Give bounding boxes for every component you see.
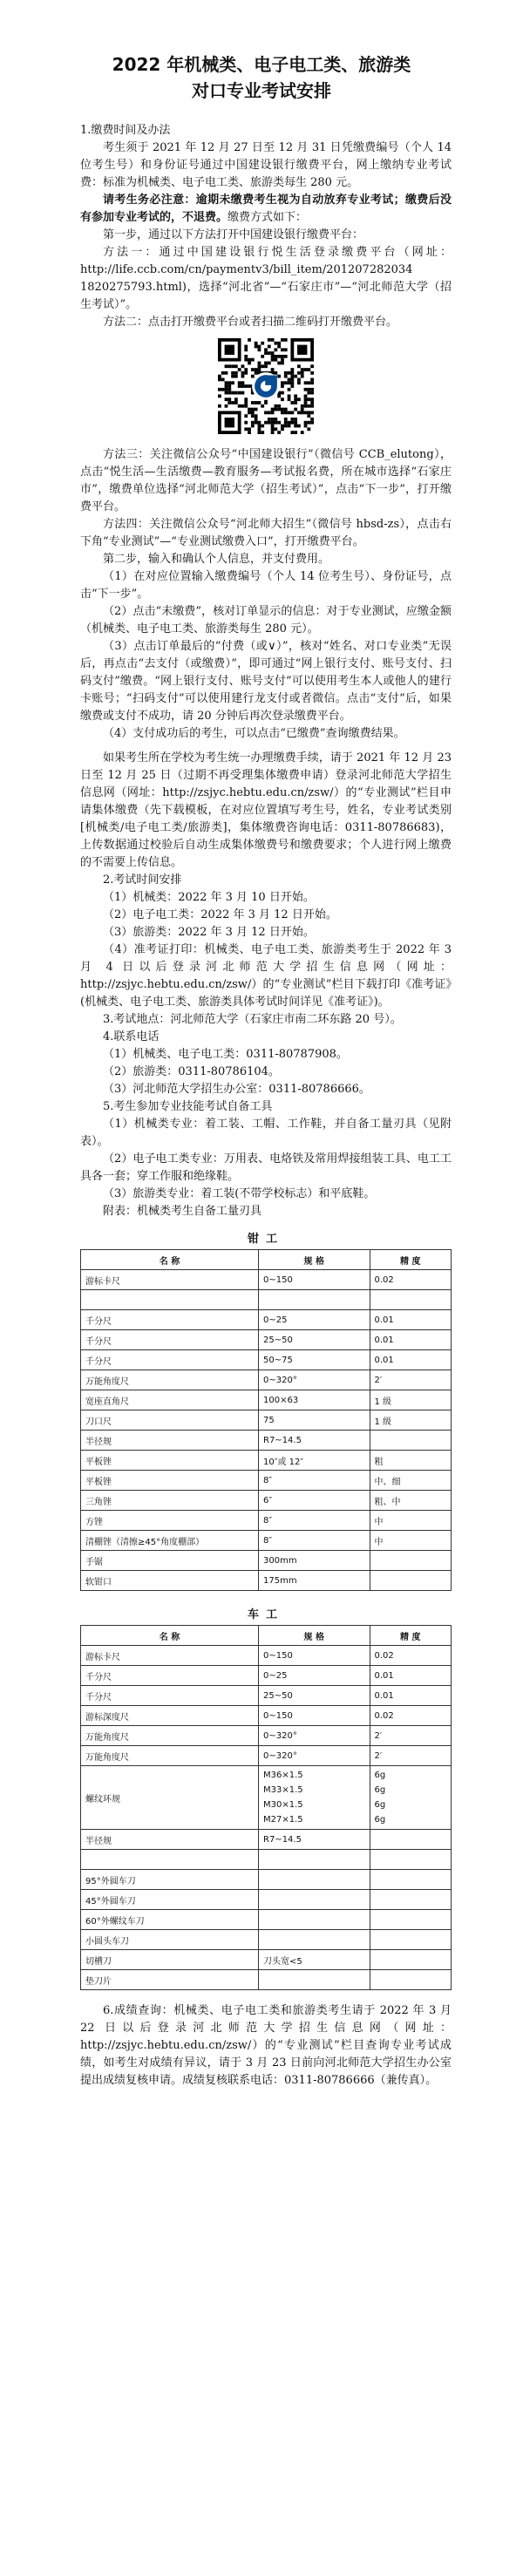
table-cell: 2′ — [370, 1726, 452, 1746]
table-cell: 1 级 — [370, 1390, 452, 1410]
table-cell: 千分尺 — [81, 1330, 259, 1350]
table-cell: 8″ — [259, 1471, 370, 1491]
table-row — [81, 1646, 452, 1666]
section-5-heading: 5.考生参加专业技能考试自备工具 — [103, 1100, 273, 1113]
table-cell: 0.01 — [370, 1330, 452, 1350]
phone-item-1: （1）机械类、电子电工类：0311-80787908。 — [103, 1048, 348, 1061]
tools-item-2: （2）电子电工类专业：万用表、电烙铁及常用焊接组装工具、电工工具各一套；穿工作服和绝缘鞋。 — [80, 1152, 452, 1183]
table-cell: 0.02 — [370, 1270, 452, 1290]
table-2-caption: 车工 — [247, 1608, 284, 1621]
group-payment-paragraph: 如果考生所在学校为考生统一办理缴费手续，请于 2021 年 12 月 23 日至 12 月 25 日（过期不再受理集体缴费申请）登录河北师范大学招生信息网（网址：http://zsjyc.hebtu.edu.cn/zsw/）的“专业测试”栏目申请集体缴费（先下载模板，在对应位置填写考生号，姓名，专业考试类别[机械类/电子电工类/旅游类]，集体缴费咨询电话：0311-80786683)，上传数据通过校验后自动生成集体缴费号和缴费要求；个人进行网上缴费的不需要上传信息。 — [80, 751, 452, 869]
step-2-item-3: （3）点击订单最后的“付费（或∨）”，核对“姓名、对口专业类”无误后，再点击“去支付（或缴费）”，即可通过“网上银行支付、账号支付、扫码支付”缴费。“网上银行支付、账号支付”可以使用考生本人或他人的建行卡账号；“扫码支付”可以使用建行龙支付或者微信。点击“支付”后，如果缴费或支付不成功，请 20 分钟后再次登录缴费平台。 — [80, 640, 452, 723]
table-cell: 1 级 — [370, 1410, 452, 1431]
table-row — [81, 1830, 452, 1850]
table-cell: 0.01 — [370, 1686, 452, 1706]
table-cell: 万能角度尺 — [81, 1746, 259, 1766]
turner-tools-table — [80, 1625, 452, 1990]
ccb-qr-code-icon[interactable] — [218, 338, 314, 434]
table-cell: 0~25 — [259, 1666, 370, 1686]
table-cell: 平板锉 — [81, 1451, 259, 1471]
table-cell: 中、细 — [370, 1471, 452, 1491]
table-cell: 粗 — [370, 1451, 452, 1471]
thread-gauge-specs — [259, 1766, 370, 1830]
method-3: 方法三：关注微信公众号“中国建设银行”（微信号 CCB_elutong），点击“悦生活—生活缴费—教育服务—考试报名费，所在城市选择“石家庄市”，缴费单位选择“河北师范大学（招生考试）”，点击“下一步”，打开缴费平台。 — [80, 448, 452, 513]
table-cell: 8″ — [259, 1531, 370, 1551]
table-cell — [370, 1571, 452, 1591]
table-cell: 手锯 — [81, 1551, 259, 1571]
schedule-item-3: （3）旅游类：2022 年 3 月 12 日开始。 — [103, 926, 315, 939]
table-row — [81, 1930, 452, 1950]
table-cell: 95°外圆车刀 — [81, 1870, 259, 1890]
table-cell: 方锉 — [81, 1511, 259, 1531]
table-cell: 游标卡尺 — [81, 1646, 259, 1666]
table-cell: 中 — [370, 1511, 452, 1531]
table-row — [81, 1531, 452, 1551]
table-cell: 0.01 — [370, 1350, 452, 1370]
fee-warning-tail: 缴费方式如下： — [228, 211, 308, 224]
thread-spec: M36×1.5 — [263, 1771, 303, 1780]
attachment-caption: 附表：机械类考生自备工量刃具 — [103, 1205, 262, 1218]
table-cell: 0.01 — [370, 1666, 452, 1686]
method-2: 方法二：点击打开缴费平台或者扫描二维码打开缴费平台。 — [103, 316, 398, 329]
tools-item-1: （1）机械类专业：着工装、工帽、工作鞋，并自备工量刃具（见附表）。 — [80, 1118, 452, 1148]
title-line-2: 对口专业考试安排 — [192, 80, 331, 101]
table-2-head-name: 名 称 — [81, 1626, 259, 1646]
table-cell: 软钳口 — [81, 1571, 259, 1591]
table-cell: 0.02 — [370, 1706, 452, 1726]
table-cell: 游标卡尺 — [81, 1270, 259, 1290]
table-1-head-grade: 精 度 — [370, 1250, 452, 1270]
table-cell — [259, 1970, 370, 1990]
section-2-heading: 2.考试时间安排 — [103, 873, 182, 887]
table-row — [81, 1890, 452, 1910]
table-cell — [81, 1290, 259, 1310]
table-row — [81, 1471, 452, 1491]
schedule-item-2: （2）电子电工类：2022 年 3 月 12 日开始。 — [103, 908, 337, 921]
table-cell: 0.02 — [370, 1646, 452, 1666]
table-cell — [370, 1950, 452, 1970]
step-2-item-2: （2）点击“未缴费”，核对订单显示的信息：对于专业测试，应缴金额（机械类、电子电工类、旅游类每生 280 元）。 — [80, 605, 452, 636]
table-cell: 三角锉 — [81, 1491, 259, 1511]
fitter-tools-table — [80, 1249, 452, 1591]
section-4-heading: 4.联系电话 — [103, 1030, 160, 1043]
section-3-heading: 3.考试地点：河北师范大学（石家庄市南二环东路 20 号）。 — [103, 1013, 402, 1026]
table-cell — [259, 1870, 370, 1890]
table-cell — [259, 1930, 370, 1950]
table-cell — [370, 1830, 452, 1850]
table-cell: 半径规 — [81, 1431, 259, 1451]
table-cell: 0~320° — [259, 1370, 370, 1390]
document-body — [80, 122, 452, 2090]
table-cell: 300mm — [259, 1551, 370, 1571]
table-cell: 0~150 — [259, 1646, 370, 1666]
table-cell: 中 — [370, 1531, 452, 1551]
table-cell: 宽座直角尺 — [81, 1390, 259, 1410]
table-cell: 万能角度尺 — [81, 1726, 259, 1746]
schedule-item-1: （1）机械类：2022 年 3 月 10 日开始。 — [103, 891, 315, 904]
table-cell: 50~75 — [259, 1350, 370, 1370]
table-cell: 25~50 — [259, 1330, 370, 1350]
table-row — [81, 1726, 452, 1746]
tools-item-3: （3）旅游类专业：着工装(不带学校标志）和平底鞋。 — [103, 1187, 376, 1200]
table-cell: 清棚锉（清擦≥45°角度棚部） — [81, 1531, 259, 1551]
table-cell: 0~150 — [259, 1270, 370, 1290]
table-cell — [81, 1850, 259, 1870]
table-row — [81, 1970, 452, 1990]
table-cell: 刀头宽<5 — [259, 1950, 370, 1970]
step-2: 第二步，输入和确认个人信息，并支付费用。 — [103, 553, 330, 566]
table-cell: 8″ — [259, 1511, 370, 1531]
table-row — [81, 1330, 452, 1350]
table-cell: 万能角度尺 — [81, 1370, 259, 1390]
table-cell: 半径规 — [81, 1830, 259, 1850]
table-cell — [370, 1850, 452, 1870]
title-line-1: 2022 年机械类、电子电工类、旅游类 — [112, 54, 411, 75]
table-row-thread-gauge — [81, 1766, 452, 1830]
table-1-head-spec: 规 格 — [259, 1250, 370, 1270]
table-cell: 75 — [259, 1410, 370, 1431]
table-row — [81, 1746, 452, 1766]
table-cell: 25~50 — [259, 1686, 370, 1706]
table-cell — [259, 1850, 370, 1870]
table-cell: 60°外螺纹车刀 — [81, 1910, 259, 1930]
table-cell: 45°外圆车刀 — [81, 1890, 259, 1910]
table-row — [81, 1431, 452, 1451]
table-cell: 10″或 12″ — [259, 1451, 370, 1471]
table-1-caption: 钳工 — [247, 1233, 284, 1246]
table-cell — [370, 1870, 452, 1890]
thread-spec: M33×1.5 — [263, 1785, 303, 1795]
table-row — [81, 1310, 452, 1330]
thread-grade: 6g — [374, 1771, 386, 1780]
table-2-head-spec: 规 格 — [259, 1626, 370, 1646]
table-row — [81, 1270, 452, 1290]
fee-paragraph: 考生须于 2021 年 12 月 27 日至 12 月 31 日凭缴费编号（个人 14 位考生号）和身份证号通过中国建设银行缴费平台，网上缴纳专业考试费：标准为机械类、电子电工类、旅游类每生 280 元。 — [80, 141, 452, 189]
table-row — [81, 1950, 452, 1970]
thread-spec: M27×1.5 — [263, 1815, 303, 1825]
table-cell: 千分尺 — [81, 1666, 259, 1686]
table-row — [81, 1850, 452, 1870]
table-row — [81, 1706, 452, 1726]
table-row — [81, 1350, 452, 1370]
table-cell — [370, 1290, 452, 1310]
table-cell — [259, 1890, 370, 1910]
table-cell: 0.01 — [370, 1310, 452, 1330]
table-cell: 刀口尺 — [81, 1410, 259, 1431]
table-1-head-name: 名 称 — [81, 1250, 259, 1270]
table-row — [81, 1390, 452, 1410]
table-cell: 175mm — [259, 1571, 370, 1591]
table-cell: 平板锉 — [81, 1471, 259, 1491]
thread-gauge-grades — [370, 1766, 452, 1830]
table-row — [81, 1551, 452, 1571]
table-cell: 0~150 — [259, 1706, 370, 1726]
table-cell: 垫刀片 — [81, 1970, 259, 1990]
table-cell: 2′ — [370, 1746, 452, 1766]
table-cell — [370, 1910, 452, 1930]
table-row — [81, 1870, 452, 1890]
step-2-item-4: （4）支付成功后的考生，可以点击“已缴费”查询缴费结果。 — [103, 727, 405, 740]
table-cell: 千分尺 — [81, 1350, 259, 1370]
table-cell: 0~25 — [259, 1310, 370, 1330]
step-1: 第一步，通过以下方法打开中国建设银行缴费平台： — [103, 228, 364, 241]
table-cell — [370, 1890, 452, 1910]
table-row — [81, 1511, 452, 1531]
table-cell — [259, 1910, 370, 1930]
table-row — [81, 1491, 452, 1511]
table-cell: R7~14.5 — [259, 1431, 370, 1451]
table-cell: 粗、中 — [370, 1491, 452, 1511]
phone-item-3: （3）河北师范大学招生办公室：0311-80786666。 — [103, 1083, 370, 1096]
table-cell: 6″ — [259, 1491, 370, 1511]
table-row — [81, 1666, 452, 1686]
fee-warning-bold: 请考生务必注意：逾期未缴费考生视为自动放弃专业考试；缴费后没有参加专业考试的，不退费。 — [80, 194, 452, 224]
section-6-paragraph: 6.成绩查询：机械类、电子电工类和旅游类考生请于 2022 年 3 月 22 日以后登录河北师范大学招生信息网（网址：http://zsjyc.hebtu.edu.cn/zsw/）的“专业测试”栏目查询专业考试成绩，如考生对成绩有异议，请于 3 月 23 日前向河北师范大学招生办公室提出成绩复核申请。成绩复核联系电话：0311-80786666（兼传真）。 — [80, 2004, 452, 2087]
thread-grade: 6g — [374, 1815, 386, 1825]
table-cell: 100×63 — [259, 1390, 370, 1410]
thread-grade: 6g — [374, 1785, 386, 1795]
table-row — [81, 1571, 452, 1591]
step-2-item-1: （1）在对应位置输入缴费编号（个人 14 位考生号）、身份证号，点击“下一步”。 — [80, 570, 452, 601]
qr-code-svg — [218, 338, 314, 434]
phone-item-2: （2）旅游类：0311-80786104。 — [103, 1065, 280, 1078]
table-row — [81, 1370, 452, 1390]
table-cell — [370, 1551, 452, 1571]
table-cell: R7~14.5 — [259, 1830, 370, 1850]
method-1[interactable]: 方法一：通过中国建设银行悦生活登录缴费平台（网址：http://life.ccb.com/cn/paymentv3/bill_item/201207282034 1820275793.html)，选择“河北省”—“石家庄市”—“河北师范大学（招生考试）”。 — [80, 246, 452, 311]
method-4: 方法四：关注微信公众号“河北师大招生”（微信号 hbsd-zs），点击右下角“专业测试”—“专业测试缴费入口”，打开缴费平台。 — [80, 518, 452, 548]
table-cell: 0~320° — [259, 1746, 370, 1766]
table-cell: 小圆头车刀 — [81, 1930, 259, 1950]
thread-grade: 6g — [374, 1800, 386, 1810]
table-cell: 千分尺 — [81, 1310, 259, 1330]
table-cell — [370, 1970, 452, 1990]
fee-warning — [80, 192, 452, 227]
table-cell: 2′ — [370, 1370, 452, 1390]
schedule-item-4: （4）准考证打印：机械类、电子电工类、旅游类考生于 2022 年 3 月 4 日以后登录河北师范大学招生信息网（网址：http://zsjyc.hebtu.edu.cn/zsw/）的“专业测试”栏目下载打印《准考证》(机械类、电子电工类、旅游类具体考试时间详见《准考证》)。 — [80, 943, 452, 1009]
section-1-heading: 1.缴费时间及办法 — [80, 124, 171, 137]
table-cell: 千分尺 — [81, 1686, 259, 1706]
table-row — [81, 1686, 452, 1706]
table-row — [81, 1910, 452, 1930]
table-2-head-grade: 精 度 — [370, 1626, 452, 1646]
table-cell: 游标深度尺 — [81, 1706, 259, 1726]
table-cell: 切槽刀 — [81, 1950, 259, 1970]
table-row — [81, 1451, 452, 1471]
thread-gauge-name: 螺纹环规 — [81, 1766, 259, 1830]
table-cell — [370, 1930, 452, 1950]
table-cell — [259, 1290, 370, 1310]
table-row — [81, 1410, 452, 1431]
table-row — [81, 1290, 452, 1310]
thread-spec: M30×1.5 — [263, 1800, 303, 1810]
table-cell: 0~320° — [259, 1726, 370, 1746]
table-cell — [370, 1431, 452, 1451]
